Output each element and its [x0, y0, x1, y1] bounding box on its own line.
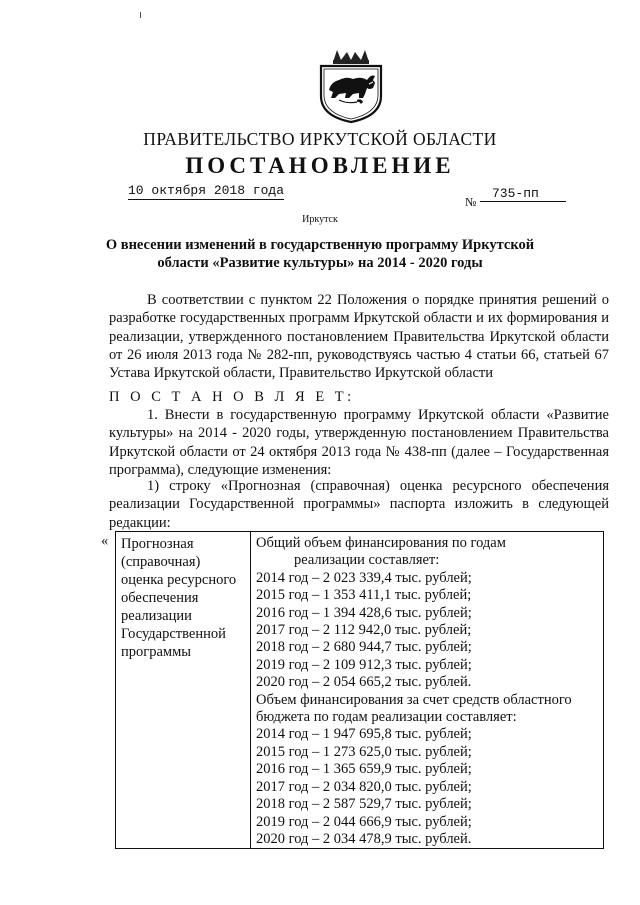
item-1-1-paragraph: 1) строку «Прогнозная (справочная) оценка ресурсного обеспечения реализации Государственной программы» паспорта изложить в следующей редакции:	[109, 478, 609, 531]
total-heading: Общий объем финансирования по годам	[256, 535, 506, 551]
regional-row: 2019 год – 2 044 666,9 тыс. рублей;	[256, 813, 472, 830]
left-cell-line: Прогнозная	[121, 536, 194, 552]
document-type: ПОСТАНОВЛЕНИЕ	[185, 153, 455, 178]
regional-row: 2017 год – 2 034 820,0 тыс. рублей;	[256, 778, 472, 795]
regional-heading: бюджета по годам реализации составляет:	[256, 709, 517, 726]
document-date: 10 октября 2018 года	[128, 183, 285, 198]
left-cell-line: обеспечения	[121, 590, 199, 606]
table-right-cell	[256, 535, 598, 848]
item-1-paragraph: 1. Внести в государственную программу Иркутской области «Развитие культуры» на 2014 - 2020 годы, утвержденную постановлением Правительства Иркутской области от 24 октября 2013 года № 438-пп (далее – Государственная программа), следующие изменения:	[109, 407, 609, 478]
scan-mark	[140, 12, 141, 18]
preamble-paragraph: В соответствии с пунктом 22 Положения о порядке принятия решений о разработке государственных программ Иркутской области и их формирования и реализации, утвержденного постановлением Правительства Иркутской области от 26 июля 2013 года № 282-пп, руководствуясь частью 4 статьи 66, статьей 67 Устава Иркутской области, Правительство Иркутской области	[109, 292, 609, 382]
regional-row: 2016 год – 1 365 659,9 тыс. рублей;	[256, 761, 472, 778]
document-number: 735-пп	[480, 186, 566, 202]
total-heading: реализации составляет:	[294, 552, 440, 569]
regional-heading: Объем финансирования за счет средств областного	[256, 691, 572, 708]
opening-quote: «	[101, 533, 109, 549]
city: Иркутск	[302, 214, 338, 225]
total-row: 2018 год – 2 680 944,7 тыс. рублей;	[256, 639, 472, 656]
total-row: 2015 год – 1 353 411,1 тыс. рублей;	[256, 587, 472, 604]
total-row: 2017 год – 2 112 942,0 тыс. рублей;	[256, 622, 472, 639]
left-cell-line: оценка ресурсного	[121, 572, 237, 588]
regional-row: 2020 год – 2 034 478,9 тыс. рублей.	[256, 830, 472, 847]
table-divider	[250, 532, 251, 848]
regional-row: 2015 год – 1 273 625,0 тыс. рублей;	[256, 743, 472, 760]
resolves-heading: П О С Т А Н О В Л Я Е Т:	[109, 389, 355, 405]
total-row: 2020 год – 2 054 665,2 тыс. рублей.	[256, 674, 472, 691]
table-left-cell	[121, 535, 249, 661]
number-label: №	[465, 195, 477, 209]
resource-table	[115, 531, 604, 849]
irkutsk-coat-of-arms-icon	[317, 46, 385, 124]
total-row: 2019 год – 2 109 912,3 тыс. рублей;	[256, 656, 472, 673]
total-row: 2016 год – 1 394 428,6 тыс. рублей;	[256, 604, 472, 621]
left-cell-line: программы	[121, 644, 191, 660]
left-cell-line: (справочная)	[121, 554, 201, 570]
document-title: О внесении изменений в государственную программу Иркутской области «Развитие культуры» на 2014 - 2020 годы	[105, 237, 535, 271]
regional-row: 2014 год – 1 947 695,8 тыс. рублей;	[256, 726, 472, 743]
left-cell-line: Государственной	[121, 626, 226, 642]
total-row: 2014 год – 2 023 339,4 тыс. рублей;	[256, 569, 472, 586]
government-name: ПРАВИТЕЛЬСТВО ИРКУТСКОЙ ОБЛАСТИ	[143, 129, 497, 149]
left-cell-line: реализации	[121, 608, 192, 624]
regional-row: 2018 год – 2 587 529,7 тыс. рублей;	[256, 796, 472, 813]
